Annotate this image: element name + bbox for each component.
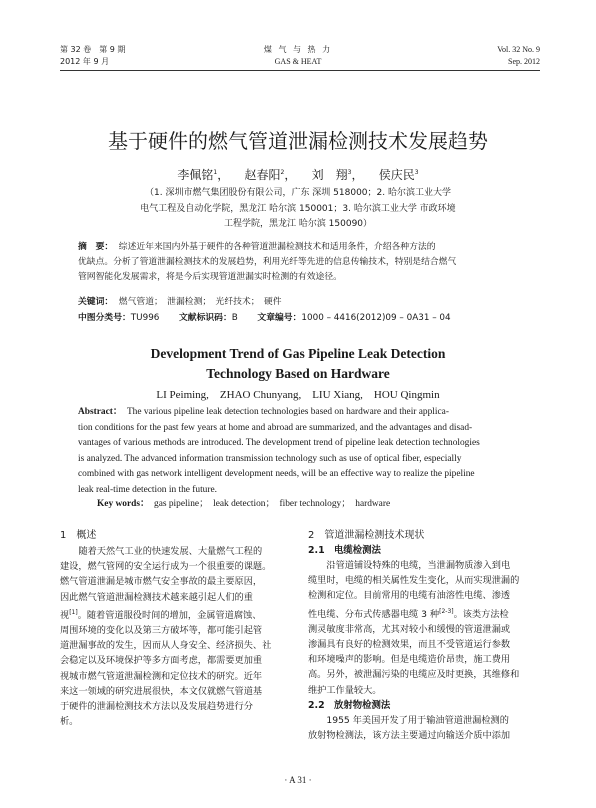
section-2-1-body: 沿管道铺设特殊的电缆，当泄漏物质渗入到电 缆里时，电缆的相关属性发生变化，从而实现泄漏的 检测和定位。目前常用的电缆有油溶性电缆、渗透 性电缆、分布式传感器电缆 3 种[2-3]。该类方法检 测灵敏度非常高，尤其对较小和缓慢的管道泄漏或 渗漏具有良好的检测效果，而且不受管道运行参数 和环境噪声的影响。但是电缆造价昂贵，施工费用 高。另外，被泄漏污染的电缆应及时更换，其维修和 维护工作量较大。 (308, 560, 520, 696)
header-rule (60, 70, 540, 71)
header-volume-en: Vol. 32 No. 9 (497, 45, 540, 54)
author-1: 李佩铭$^1$ (177, 168, 218, 182)
abstract-en: Abstract： The various pipeline leak detection technologies based on hardware and their applica- tion conditions for the past few years at home and abroad are summarized, and the advantages and disad- vantages of various methods are introduced. The development trend of pipeline leak detection technologies is analyzed. The advanced information transmission technology such as use of optical fiber, especially combined with gas network intelligent development needs, will be an effective way to realize the pipeline leak real-time detection in the future. (78, 407, 480, 495)
section-2-1-heading: 2.1 电缆检测法 (308, 545, 381, 556)
keywords-en: Key words： gas pipeline； leak detection； fiber technology； hardware (97, 499, 391, 509)
authors-en: LI Peiming, ZHAO Chunyang, LIU Xiang, HOU Qingmin (156, 389, 440, 401)
header-journal-en: GAS & HEAT (274, 57, 322, 66)
keywords-cn: 关键词： 燃气管道； 泄漏检测； 光纤技术； 硬件 (78, 297, 282, 307)
abstract-cn: 摘 要： 综述近年来国内外基于硬件的各种管道泄漏检测技术和适用条件，介绍各种方法的 优缺点。分析了管道泄漏检测技术的发展趋势，利用光纤等先进的信息传输技术，特别是结合燃气 管网智能化发展需求，将是今后实现管道泄漏实时检测的有效途径。 (78, 242, 457, 282)
affiliations: （1. 深圳市燃气集团股份有限公司，广东 深圳 518000；2. 哈尔滨工业大学 电气工程及自动化学院，黑龙江 哈尔滨 150001；3. 哈尔滨工业大学 市政环境 工程学院，黑龙江 哈尔滨 150090） (140, 188, 456, 229)
author-2: 赵春阳$^2$ (244, 168, 285, 182)
author-3: 刘 翔$^3$ (311, 168, 352, 182)
abstract-en-label: Abstract： (78, 407, 123, 417)
left-column (60, 528, 290, 730)
header-date: 2012 年 9 月 (60, 57, 110, 66)
section-2-2-body: 1955 年美国开发了用于输油管道泄漏检测的 放射物检测法，该方法主要通过向输送介质中添加 (308, 714, 511, 742)
section-1-heading: 1 概述 (60, 530, 97, 541)
author-4: 侯庆民$^3$ (378, 168, 419, 182)
title-en: Development Trend of Gas Pipeline Leak Detection Technology Based on Hardware (150, 346, 446, 381)
right-column (308, 528, 540, 743)
abstract-cn-label: 摘 要： (78, 242, 114, 252)
section-1-body: 随着天然气工业的快速发展、大量燃气工程的 建设，燃气管网的安全运行成为一个很重要的课题。 燃气管道泄漏是城市燃气安全事故的最主要原因， 因此燃气管道泄漏检测技术越来越引起人们的重 视[1]。随着管道服役时间的增加，金属管道腐蚀、 周围环境的变化以及第三方破坏等，都可能引起管 道泄漏事故的发生，因而从人身安全、经济损失、社 会稳定以及环境保护等多方面考虑，都需要更加重 视城市燃气管道泄漏检测和定位技术的研究。近年 来这一领域的研究进展很快，本文仅就燃气管道基 于硬件的泄漏检测技术方法以及发展趋势进行分 析。 (60, 546, 272, 728)
section-2-2-heading: 2.2 放射物检测法 (308, 699, 391, 711)
authors-cn: 李佩铭$^1$， 赵春阳$^2$， 刘 翔$^3$， 侯庆民$^3$ (177, 168, 419, 182)
header-volume: 第 32 卷 第 9 期 (60, 45, 126, 54)
page-number: · A 31 · (284, 775, 312, 785)
title-cn: 基于硬件的燃气管道泄漏检测技术发展趋势 (108, 129, 488, 153)
section-2-heading: 2 管道泄漏检测技术现状 (308, 530, 425, 541)
header-journal-cn: 煤 气 与 热 力 (263, 45, 333, 54)
header-date-en: Sep. 2012 (508, 57, 540, 66)
classification-line: 中图分类号：TU996 文献标识码：B 文章编号：1000 – 4416(2012)09 – 0A31 – 04 (78, 313, 451, 323)
